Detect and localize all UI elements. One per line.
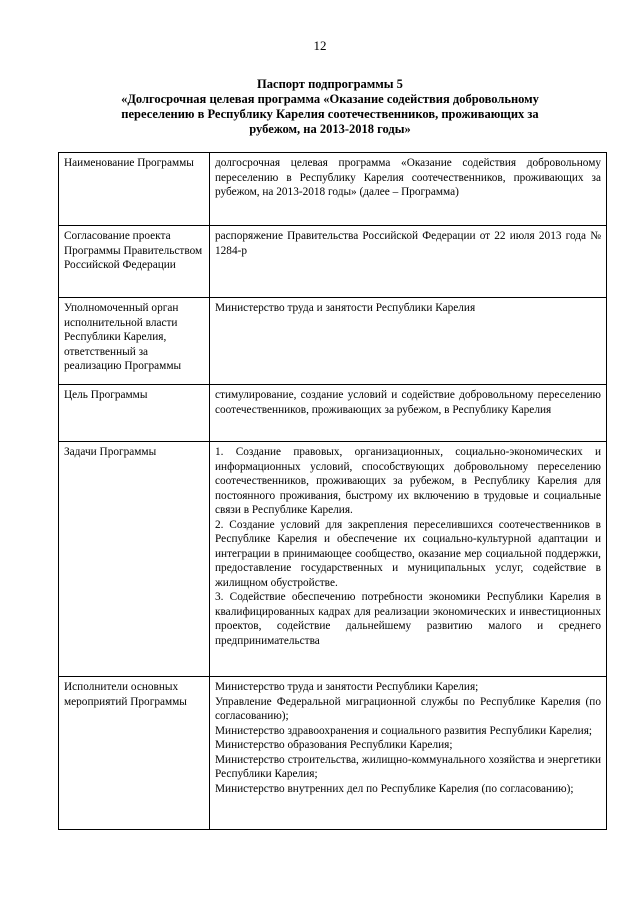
value-paragraph: Управление Федеральной миграционной службы по Республике Карелия (по согласованию); [215, 695, 601, 722]
row-value [210, 153, 607, 226]
table-row [59, 298, 607, 385]
table-row [59, 153, 607, 226]
value-paragraph: Министерство образования Республики Карелия; [215, 739, 453, 751]
value-paragraph: распоряжение Правительства Российской Федерации от 22 июля 2013 года № 1284-р [215, 230, 601, 257]
value-paragraph: 1. Создание правовых, организационных, социально-экономических и информационных условий, способствующих добровольному переселению соотечественников, проживающих за рубежом, в Республику Карелия для постоянного проживания, быстрому их включению в трудовые и социальные связи в Республике Карелия. [215, 446, 601, 516]
title-line: Паспорт подпрограммы 5 [257, 77, 403, 91]
row-label: Цель Программы [59, 385, 210, 442]
passport-table [58, 152, 607, 830]
table-row [59, 226, 607, 298]
row-label: Наименование Программы [59, 153, 210, 226]
value-paragraph: Министерство внутренних дел по Республике Карелия (по согласованию); [215, 782, 574, 795]
row-value [210, 298, 607, 385]
value-paragraph: стимулирование, создание условий и содействие добровольному переселению соотечественников, проживающих за рубежом, в Республику Карелия [215, 389, 601, 416]
title-line: рубежом, на 2013-2018 годы» [249, 122, 411, 136]
title-line: переселению в Республику Карелия соотечественников, проживающих за [121, 107, 539, 121]
row-label: Уполномоченный орган исполнительной власти Республики Карелия, ответственный за реализацию Программы [59, 298, 210, 385]
row-value [210, 226, 607, 298]
value-paragraph: Министерство труда и занятости Республики Карелия [215, 302, 476, 314]
row-value [210, 385, 607, 442]
document-title [70, 77, 590, 137]
table-row [59, 442, 607, 677]
value-paragraph: Министерство труда и занятости Республики Карелия; [215, 681, 479, 693]
row-label: Исполнители основных мероприятий Программы [59, 677, 210, 830]
value-paragraph: 3. Содействие обеспечению потребности экономики Республики Карелия в квалифицированных кадрах для реализации экономических и инвестиционных проектов, содействие дальнейшему развитию малого и среднего предпринимательства [215, 591, 601, 647]
row-value [210, 677, 607, 830]
row-label: Задачи Программы [59, 442, 210, 677]
row-value [210, 442, 607, 677]
title-line: «Долгосрочная целевая программа «Оказание содействия добровольному [121, 92, 539, 106]
table-row [59, 677, 607, 830]
row-label: Согласование проекта Программы Правительством Российской Федерации [59, 226, 210, 298]
value-paragraph: долгосрочная целевая программа «Оказание содействия добровольному переселению в Республику Карелия соотечественников, проживающих за рубежом, на 2013-2018 годы» (далее – Программа) [215, 157, 601, 198]
value-paragraph: Министерство здравоохранения и социального развития Республики Карелия; [215, 724, 593, 737]
table-row [59, 385, 607, 442]
page-number: 12 [313, 38, 327, 53]
value-paragraph: Министерство строительства, жилищно-коммунального хозяйства и энергетики Республики Карелия; [215, 753, 601, 780]
value-paragraph: 2. Создание условий для закрепления переселившихся соотечественников в Республике Карелия и обеспечение их социально-культурной адаптации и интеграции в принимающее сообщество, оказание мер социальной поддержки, предоставление государственных и муниципальных услуг, содействие в жилищном обустройстве. [215, 518, 601, 589]
